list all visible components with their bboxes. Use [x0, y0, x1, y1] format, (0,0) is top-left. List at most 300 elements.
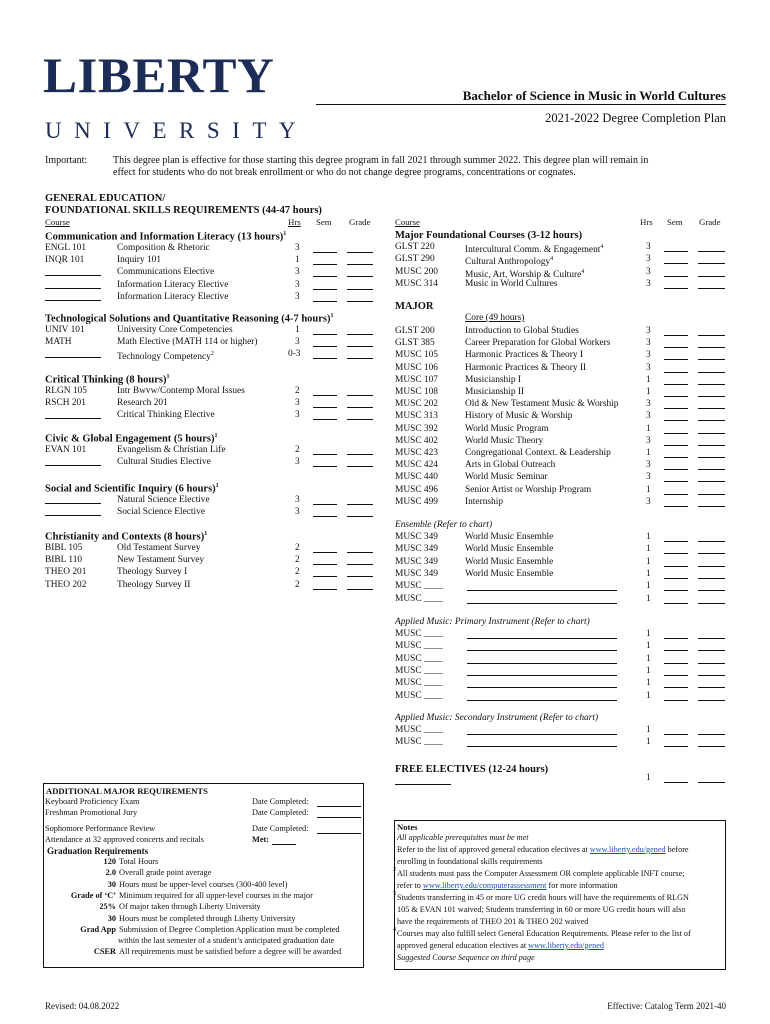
- course-hours: 2: [295, 445, 300, 455]
- semester-field[interactable]: [313, 419, 337, 420]
- note-line: [397, 833, 529, 842]
- course-name: Arts in Global Outreach: [465, 460, 556, 471]
- grade-field[interactable]: [698, 433, 725, 434]
- page-title: Bachelor of Science in Music in World Cultures: [462, 88, 726, 103]
- section-title: [45, 313, 334, 325]
- course-hours: 3: [295, 291, 300, 302]
- grade-field[interactable]: [347, 576, 373, 577]
- grade-field[interactable]: [347, 516, 373, 517]
- grade-field[interactable]: [698, 782, 725, 783]
- course-name-blank[interactable]: [467, 590, 617, 591]
- course-name: Critical Thinking Elective: [117, 410, 215, 421]
- grade-field[interactable]: [698, 700, 725, 701]
- course-hours: 3: [646, 242, 651, 252]
- university-logo-text: UNIVERSITY: [45, 118, 308, 143]
- semester-field[interactable]: [313, 589, 337, 590]
- course-hours: 3: [646, 362, 651, 373]
- semester-field[interactable]: [664, 457, 688, 458]
- note-link[interactable]: www.liberty.edu/computerassessment: [422, 881, 547, 890]
- grade-field[interactable]: [698, 481, 725, 482]
- course-hours: 3: [646, 435, 651, 446]
- col-hrs-right: Hrs: [640, 217, 653, 227]
- course-name: World Music Theory: [465, 435, 544, 446]
- requirement-label: Freshman Promotional Jury: [45, 808, 138, 818]
- course-name-blank[interactable]: [467, 650, 617, 651]
- footnote-number: 3: [393, 891, 396, 897]
- course-code: MUSC 496: [395, 484, 438, 495]
- grade-field[interactable]: [698, 251, 725, 252]
- course-code: MUSC ____: [395, 665, 443, 676]
- grade-field[interactable]: [698, 420, 725, 421]
- grade-field[interactable]: [347, 466, 373, 467]
- note-text: All students must pass the Computer Assessment OR complete applicable INFT course;: [397, 869, 685, 878]
- important-text-1: This degree plan is effective for those starting this degree program in fall 2021 through summer 2022. This degree plan will remain in: [113, 155, 649, 166]
- course-code: ENGL 101: [45, 243, 87, 253]
- course-name: Social Science Elective: [117, 507, 205, 518]
- course-name: Music, Art, Worship & Culture$^4$: [465, 268, 585, 280]
- course-code: EVAN 101: [45, 445, 87, 455]
- gen-ed-heading-1: GENERAL EDUCATION/: [45, 193, 166, 204]
- semester-field[interactable]: [313, 395, 337, 396]
- course-code: MUSC 402: [395, 435, 438, 446]
- semester-field[interactable]: [313, 407, 337, 408]
- semester-field[interactable]: [664, 638, 688, 639]
- grade-field[interactable]: [698, 347, 725, 348]
- grade-field[interactable]: [698, 457, 725, 458]
- footnote-marker: 2: [210, 351, 214, 358]
- course-code: BIBL 110: [45, 555, 83, 566]
- course-code-blank[interactable]: [45, 465, 101, 466]
- course-hours: 3: [646, 350, 651, 361]
- section-title: [45, 433, 217, 445]
- semester-field[interactable]: [664, 590, 688, 591]
- semester-field[interactable]: [664, 288, 688, 289]
- grade-field[interactable]: [698, 663, 725, 664]
- course-hours: 1: [646, 737, 651, 748]
- semester-field[interactable]: [664, 675, 688, 676]
- grade-field[interactable]: [347, 289, 373, 290]
- course-hours: 1: [646, 387, 651, 397]
- course-hours: 1: [646, 532, 651, 542]
- course-hours: 1: [646, 448, 651, 458]
- revised-date: Revised: 04.08.2022: [45, 1001, 120, 1011]
- course-hours: 1: [646, 593, 651, 604]
- grade-field[interactable]: [347, 395, 373, 396]
- course-name: World Music Ensemble: [465, 532, 554, 542]
- note-line: [397, 881, 618, 890]
- grade-field[interactable]: [698, 335, 725, 336]
- note-line: [397, 893, 689, 902]
- course-name-blank[interactable]: [467, 734, 617, 735]
- course-hours: 3: [646, 338, 651, 349]
- semester-field[interactable]: [313, 334, 337, 335]
- graduation-req-text: All requirements must be satisfied before a degree will be awarded: [119, 947, 342, 957]
- graduation-req-text: Total Hours: [119, 857, 159, 866]
- graduation-req-text: Hours must be completed through Liberty University: [119, 913, 296, 923]
- footnote-marker: 4: [550, 256, 554, 263]
- course-hours: 1: [646, 581, 651, 592]
- semester-field[interactable]: [313, 301, 337, 302]
- course-name-blank[interactable]: [467, 746, 617, 747]
- course-hours: 1: [646, 556, 651, 567]
- course-code-blank[interactable]: [45, 288, 101, 289]
- semester-field[interactable]: [664, 396, 688, 397]
- course-code-blank[interactable]: [45, 503, 101, 504]
- grade-field[interactable]: [698, 276, 725, 277]
- course-name-blank[interactable]: [467, 638, 617, 639]
- grade-field[interactable]: [347, 358, 373, 359]
- section-title-text: Communication and Information Literacy (13 hours): [45, 231, 284, 243]
- grade-field[interactable]: [347, 346, 373, 347]
- graduation-title: Graduation Requirements: [47, 846, 149, 856]
- graduation-req-key: 120: [103, 857, 116, 866]
- graduation-req-text: Hours must be upper-level courses (300-400 level): [119, 879, 288, 889]
- grade-field[interactable]: [347, 552, 373, 553]
- grade-field[interactable]: [698, 734, 725, 735]
- notes-title: Notes: [397, 822, 418, 832]
- footnote-marker: 1: [214, 433, 218, 439]
- course-code: MUSC 349: [395, 532, 438, 542]
- grade-field[interactable]: [698, 372, 725, 373]
- major-foundational-title: Major Foundational Courses (3-12 hours): [395, 230, 583, 241]
- ensemble-title: Ensemble (Refer to chart): [395, 520, 493, 530]
- note-text: 105 & EVAN 101 waived; Students transferring in 60 or more UG credit hours will also: [397, 905, 686, 914]
- semester-field[interactable]: [313, 358, 337, 359]
- course-hours: 3: [646, 326, 651, 336]
- course-name: Information Literacy Elective: [117, 291, 229, 302]
- liberty-logo-text: LIBERTY: [43, 47, 275, 103]
- grade-field[interactable]: [698, 469, 725, 470]
- semester-field[interactable]: [313, 564, 337, 565]
- course-code: MUSC 423: [395, 448, 438, 458]
- course-name: Career Preparation for Global Workers: [465, 338, 611, 349]
- semester-field[interactable]: [664, 335, 688, 336]
- semester-field[interactable]: [664, 433, 688, 434]
- course-code-blank[interactable]: [45, 418, 101, 419]
- course-name: Evangelism & Christian Life: [117, 445, 226, 455]
- section-title-text: Civic & Global Engagement (5 hours): [45, 433, 215, 445]
- course-code: BIBL 105: [45, 543, 83, 553]
- course-hours: 1: [646, 773, 651, 783]
- course-code-blank[interactable]: [45, 357, 101, 358]
- grade-field[interactable]: [698, 263, 725, 264]
- grade-field[interactable]: [347, 564, 373, 565]
- page-subtitle: 2021-2022 Degree Completion Plan: [545, 111, 726, 125]
- course-code-blank[interactable]: [45, 300, 101, 301]
- course-code: MUSC 106: [395, 362, 438, 373]
- note-link[interactable]: www.liberty.edu/gened: [528, 941, 604, 950]
- semester-field[interactable]: [664, 494, 688, 495]
- semester-field[interactable]: [313, 504, 337, 505]
- semester-field[interactable]: [664, 469, 688, 470]
- additional-title: ADDITIONAL MAJOR REQUIREMENTS: [46, 786, 208, 796]
- semester-field[interactable]: [664, 251, 688, 252]
- semester-field[interactable]: [664, 347, 688, 348]
- course-code: MUSC 499: [395, 496, 438, 507]
- grade-field[interactable]: [698, 506, 725, 507]
- course-hours: 3: [295, 410, 300, 421]
- graduation-req-key: 30: [107, 879, 116, 889]
- course-name: History of Music & Worship: [465, 411, 573, 422]
- footnote-marker: 1: [283, 231, 287, 237]
- grade-field[interactable]: [698, 675, 725, 676]
- course-code: UNIV 101: [45, 325, 85, 335]
- graduation-req-text: Minimum required for all upper-level courses in the major: [119, 890, 313, 900]
- course-name: Research 201: [117, 398, 168, 409]
- course-code-blank[interactable]: [45, 515, 101, 516]
- grade-field[interactable]: [698, 638, 725, 639]
- note-text: Courses may also fulfill select General Education Requirements. Please refer to the list of: [397, 929, 691, 938]
- grade-field[interactable]: [347, 252, 373, 253]
- semester-field[interactable]: [664, 372, 688, 373]
- course-hours: 2: [295, 543, 300, 553]
- semester-field[interactable]: [664, 734, 688, 735]
- note-text: refer to: [397, 881, 421, 890]
- graduation-req-text: Of major taken through Liberty University: [119, 902, 261, 912]
- course-hours: 3: [646, 460, 651, 471]
- grade-field[interactable]: [698, 541, 725, 542]
- footnote-marker: 4: [600, 244, 604, 250]
- requirement-status-label: Date Completed:: [252, 823, 309, 833]
- note-text: approved general education electives at: [397, 941, 527, 950]
- course-name-blank[interactable]: [467, 700, 617, 701]
- course-hours: 1: [646, 484, 651, 495]
- course-code: MUSC ____: [395, 629, 443, 639]
- grade-field[interactable]: [347, 504, 373, 505]
- grade-field[interactable]: [698, 494, 725, 495]
- requirement-date-field[interactable]: [317, 833, 361, 834]
- semester-field[interactable]: [664, 276, 688, 277]
- course-hours: 1: [295, 325, 300, 335]
- note-line: [397, 857, 543, 866]
- course-name: Old & New Testament Music & Worship: [465, 399, 619, 410]
- course-code: MUSC 314: [395, 279, 438, 290]
- grade-field[interactable]: [698, 396, 725, 397]
- course-hours: 1: [646, 641, 651, 652]
- course-code: MUSC 108: [395, 387, 438, 397]
- course-hours: 3: [295, 267, 300, 278]
- semester-field[interactable]: [664, 481, 688, 482]
- note-text: enrolling in foundational skills requirements: [397, 857, 543, 866]
- grade-field[interactable]: [698, 603, 725, 604]
- grade-field[interactable]: [347, 301, 373, 302]
- requirement-status-label: Met:: [252, 835, 270, 845]
- requirement-date-field[interactable]: [317, 806, 361, 807]
- course-name-blank[interactable]: [467, 687, 617, 688]
- note-text: before: [667, 845, 689, 854]
- course-hours: 0-3: [288, 349, 301, 360]
- course-name: Congregational Context. & Leadership: [465, 448, 611, 458]
- course-name: University Core Competencies: [117, 325, 233, 335]
- course-code: MUSC 392: [395, 423, 438, 434]
- course-code: MUSC 313: [395, 411, 438, 422]
- course-code: GLST 290: [395, 254, 435, 265]
- semester-field[interactable]: [664, 506, 688, 507]
- course-code: THEO 201: [45, 567, 87, 578]
- footnote-marker: 1: [204, 531, 208, 537]
- grade-field[interactable]: [347, 276, 373, 277]
- grade-field[interactable]: [698, 687, 725, 688]
- semester-field[interactable]: [313, 252, 337, 253]
- course-name: Music in World Cultures: [465, 279, 558, 290]
- semester-field[interactable]: [664, 746, 688, 747]
- course-code: RLGN 105: [45, 386, 87, 396]
- free-elective-course-blank[interactable]: [395, 784, 451, 785]
- semester-field[interactable]: [313, 552, 337, 553]
- course-name: Musicianship I: [465, 374, 521, 385]
- footnote-marker: 4: [581, 268, 585, 275]
- grade-field[interactable]: [347, 589, 373, 590]
- course-name: Cultural Studies Elective: [117, 457, 211, 468]
- note-link[interactable]: www.liberty.edu/gened: [589, 845, 666, 854]
- course-code: GLST 200: [395, 326, 435, 336]
- graduation-req-key: 2.0: [105, 868, 116, 878]
- col-sem-left: Sem: [316, 217, 332, 227]
- col-sem-right: Sem: [667, 217, 683, 227]
- grade-field[interactable]: [698, 408, 725, 409]
- course-code: MUSC ____: [395, 653, 443, 664]
- course-code: MUSC 349: [395, 544, 438, 555]
- semester-field[interactable]: [313, 576, 337, 577]
- course-code: MUSC ____: [395, 678, 443, 689]
- grade-field[interactable]: [347, 264, 373, 265]
- course-hours: 1: [646, 544, 651, 555]
- course-code: MUSC 200: [395, 266, 438, 277]
- note-text: for more information: [548, 881, 618, 890]
- applied-primary-title: Applied Music: Primary Instrument (Refer to chart): [395, 617, 590, 627]
- semester-field[interactable]: [664, 384, 688, 385]
- course-name: Theology Survey II: [117, 579, 191, 590]
- grade-field[interactable]: [347, 334, 373, 335]
- course-name: World Music Ensemble: [465, 544, 554, 555]
- grade-field[interactable]: [698, 590, 725, 591]
- note-text: have the requirements of THEO 201 & THEO 202 waived: [397, 917, 589, 926]
- core-title: Core (49 hours): [465, 313, 525, 323]
- course-hours: 3: [646, 411, 651, 422]
- semester-field[interactable]: [664, 650, 688, 651]
- grade-field[interactable]: [698, 553, 725, 554]
- course-code: MUSC 107: [395, 374, 438, 385]
- semester-field[interactable]: [313, 466, 337, 467]
- semester-field[interactable]: [313, 289, 337, 290]
- grade-field[interactable]: [698, 288, 725, 289]
- course-hours: 1: [646, 653, 651, 664]
- graduation-req-key: Grad App: [80, 924, 116, 934]
- course-code: MUSC 349: [395, 568, 438, 579]
- semester-field[interactable]: [313, 264, 337, 265]
- requirement-date-field[interactable]: [317, 817, 361, 818]
- section-title: [45, 483, 219, 495]
- grade-field[interactable]: [698, 445, 725, 446]
- grade-field[interactable]: [698, 650, 725, 651]
- semester-field[interactable]: [664, 420, 688, 421]
- semester-field[interactable]: [664, 553, 688, 554]
- course-name: Communications Elective: [117, 267, 215, 278]
- semester-field[interactable]: [664, 541, 688, 542]
- course-name: Musicianship II: [465, 387, 525, 397]
- course-hours: 1: [646, 690, 651, 701]
- course-hours: 3: [646, 266, 651, 277]
- semester-field[interactable]: [313, 454, 337, 455]
- effective-term: Effective: Catalog Term 2021-40: [607, 1001, 726, 1011]
- course-name: Intercultural Comm. & Engagement$^4$: [465, 244, 604, 256]
- course-hours: 3: [295, 279, 300, 290]
- semester-field[interactable]: [313, 346, 337, 347]
- course-code: RSCH 201: [45, 398, 86, 409]
- grade-field[interactable]: [347, 419, 373, 420]
- graduation-req-text: Overall grade point average: [119, 868, 212, 878]
- note-line: [397, 929, 691, 938]
- course-hours: 3: [295, 337, 300, 348]
- note-line: [397, 869, 685, 878]
- semester-field[interactable]: [664, 603, 688, 604]
- semester-field[interactable]: [664, 566, 688, 567]
- semester-field[interactable]: [664, 408, 688, 409]
- course-name: Cultural Anthropology$^4$: [465, 256, 554, 268]
- grade-field[interactable]: [698, 384, 725, 385]
- grade-field[interactable]: [347, 407, 373, 408]
- section-title: [45, 531, 207, 543]
- course-code: MUSC 440: [395, 472, 438, 483]
- course-name-blank[interactable]: [467, 675, 617, 676]
- course-code-blank[interactable]: [45, 275, 101, 276]
- note-line: [397, 845, 689, 854]
- section-title: [45, 374, 169, 386]
- grade-field[interactable]: [347, 454, 373, 455]
- course-hours: 1: [646, 374, 651, 385]
- requirement-label: Sophomore Performance Review: [45, 823, 156, 833]
- course-code: GLST 385: [395, 338, 435, 349]
- course-name-blank[interactable]: [467, 603, 617, 604]
- course-name: Natural Science Elective: [117, 495, 210, 505]
- course-name: World Music Ensemble: [465, 556, 554, 567]
- grade-field[interactable]: [698, 566, 725, 567]
- semester-field[interactable]: [664, 687, 688, 688]
- semester-field[interactable]: [664, 700, 688, 701]
- course-name: Inquiry 101: [117, 255, 162, 266]
- course-hours: 2: [295, 555, 300, 566]
- course-name: Intr Bwvw/Contemp Moral Issues: [117, 386, 245, 396]
- semester-field[interactable]: [664, 578, 688, 579]
- course-name: Information Literacy Elective: [117, 279, 229, 290]
- course-name-blank[interactable]: [467, 663, 617, 664]
- course-name: Technology Competency$^2$: [117, 351, 214, 363]
- course-code: INQR 101: [45, 255, 85, 266]
- semester-field[interactable]: [313, 516, 337, 517]
- grade-field[interactable]: [698, 578, 725, 579]
- course-code: MUSC 105: [395, 350, 438, 361]
- semester-field[interactable]: [664, 263, 688, 264]
- requirement-date-field[interactable]: [272, 844, 296, 845]
- semester-field[interactable]: [664, 445, 688, 446]
- course-name: World Music Program: [465, 423, 549, 434]
- course-code: MUSC ____: [395, 581, 443, 592]
- grade-field[interactable]: [698, 746, 725, 747]
- semester-field[interactable]: [664, 663, 688, 664]
- course-name: Internship: [465, 496, 504, 507]
- course-code: MUSC ____: [395, 725, 443, 735]
- semester-field[interactable]: [664, 359, 688, 360]
- course-name: Math Elective (MATH 114 or higher): [117, 337, 258, 348]
- grade-field[interactable]: [698, 359, 725, 360]
- semester-field[interactable]: [664, 782, 688, 783]
- course-name: Old Testament Survey: [117, 543, 201, 553]
- course-hours: 2: [295, 567, 300, 578]
- note-text: Refer to the list of approved general education electives at: [397, 845, 588, 854]
- semester-field[interactable]: [313, 276, 337, 277]
- important-label: Important:: [45, 155, 88, 166]
- course-hours: 3: [646, 399, 651, 410]
